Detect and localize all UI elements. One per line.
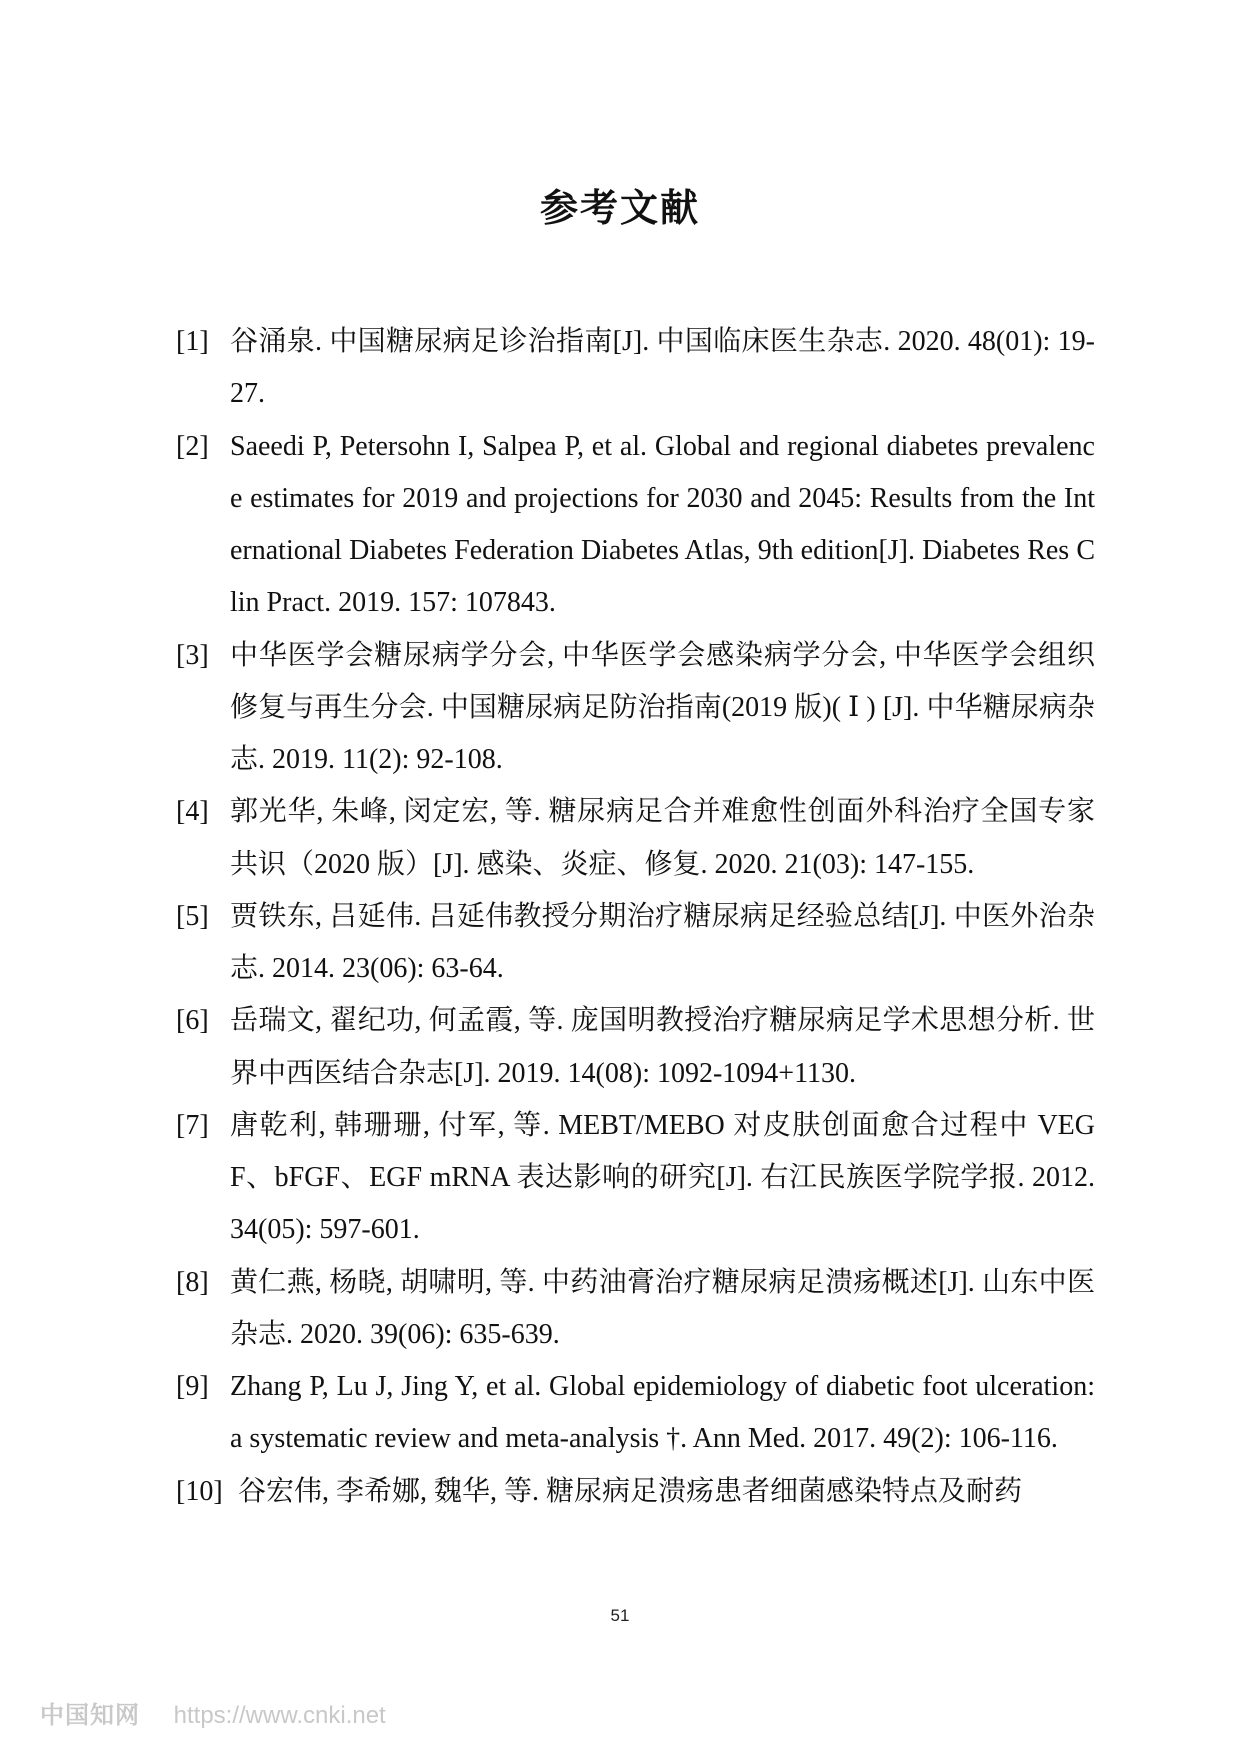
reference-number: [3]: [176, 639, 209, 671]
reference-item: [176, 1361, 1095, 1466]
reference-text: 谷涌泉. 中国糖尿病足诊治指南[J]. 中国临床医生杂志. 2020. 48(01): 19-27.: [230, 326, 1095, 410]
reference-item: [176, 891, 1095, 996]
reference-text: Saeedi P, Petersohn I, Salpea P, et al. Global and regional diabetes prevalence estimates for 2019 and projections for 2030 and 2045: Results from the International Diabetes Federation Diabetes Atlas, 9th edition[J]. Diabetes Res Clin Pract. 2019. 157: 107843.: [230, 430, 1095, 619]
cnki-logo: 中国知网: [40, 1701, 140, 1729]
reference-item: [176, 1257, 1095, 1362]
reference-text: 黄仁燕, 杨晓, 胡啸明, 等. 中药油膏治疗糖尿病足溃疡概述[J]. 山东中医杂志. 2020. 39(06): 635-639.: [230, 1266, 1095, 1350]
reference-number: [4]: [176, 796, 209, 828]
reference-number: [2]: [176, 430, 209, 462]
page-title: 参考文献: [539, 185, 700, 230]
reference-text: 贾铁东, 吕延伟. 吕延伟教授分期治疗糖尿病足经验总结[J]. 中医外治杂志. 2014. 23(06): 63-64.: [230, 900, 1095, 984]
reference-text: Zhang P, Lu J, Jing Y, et al. Global epidemiology of diabetic foot ulceration: a systematic review and meta-analysis †. Ann Med. 2017. 49(2): 106-116.: [230, 1371, 1095, 1455]
reference-text: 岳瑞文, 翟纪功, 何孟霞, 等. 庞国明教授治疗糖尿病足学术思想分析. 世界中西医结合杂志[J]. 2019. 14(08): 1092-1094+1130.: [230, 1005, 1095, 1089]
reference-text: 唐乾利, 韩珊珊, 付军, 等. MEBT/MEBO 对皮肤创面愈合过程中 VEGF、bFGF、EGF mRNA 表达影响的研究[J]. 右江民族医学院学报. 2012. 34(05): 597-601.: [230, 1109, 1095, 1246]
reference-number: [9]: [176, 1371, 209, 1402]
reference-number: [6]: [176, 1005, 209, 1037]
reference-item: [176, 316, 1095, 421]
reference-number: [10]: [176, 1475, 223, 1507]
reference-number: [8]: [176, 1266, 209, 1298]
reference-item: [176, 421, 1095, 630]
reference-item: [176, 786, 1095, 891]
page-number: 51: [610, 1606, 630, 1625]
reference-number: [7]: [176, 1109, 209, 1141]
watermark: [40, 1700, 386, 1731]
reference-number: [1]: [176, 326, 209, 357]
reference-item: [176, 995, 1095, 1100]
reference-text: 谷宏伟, 李希娜, 魏华, 等. 糖尿病足溃疡患者细菌感染特点及耐药: [238, 1475, 1023, 1507]
reference-item: [176, 630, 1095, 787]
reference-text: 郭光华, 朱峰, 闵定宏, 等. 糖尿病足合并难愈性创面外科治疗全国专家共识（2020 版）[J]. 感染、炎症、修复. 2020. 21(03): 147-155.: [230, 796, 1095, 880]
reference-number: [5]: [176, 900, 209, 932]
reference-text: 中华医学会糖尿病学分会, 中华医学会感染病学分会, 中华医学会组织修复与再生分会. 中国糖尿病足防治指南(2019 版)( Ⅰ ) [J]. 中华糖尿病杂志. 2019. 11(2): 92-108.: [230, 639, 1095, 775]
watermark-url: https://www.cnki.net: [173, 1702, 386, 1729]
reference-item: [176, 1100, 1095, 1257]
reference-item: [176, 1466, 1095, 1518]
reference-list: [176, 316, 1095, 1518]
